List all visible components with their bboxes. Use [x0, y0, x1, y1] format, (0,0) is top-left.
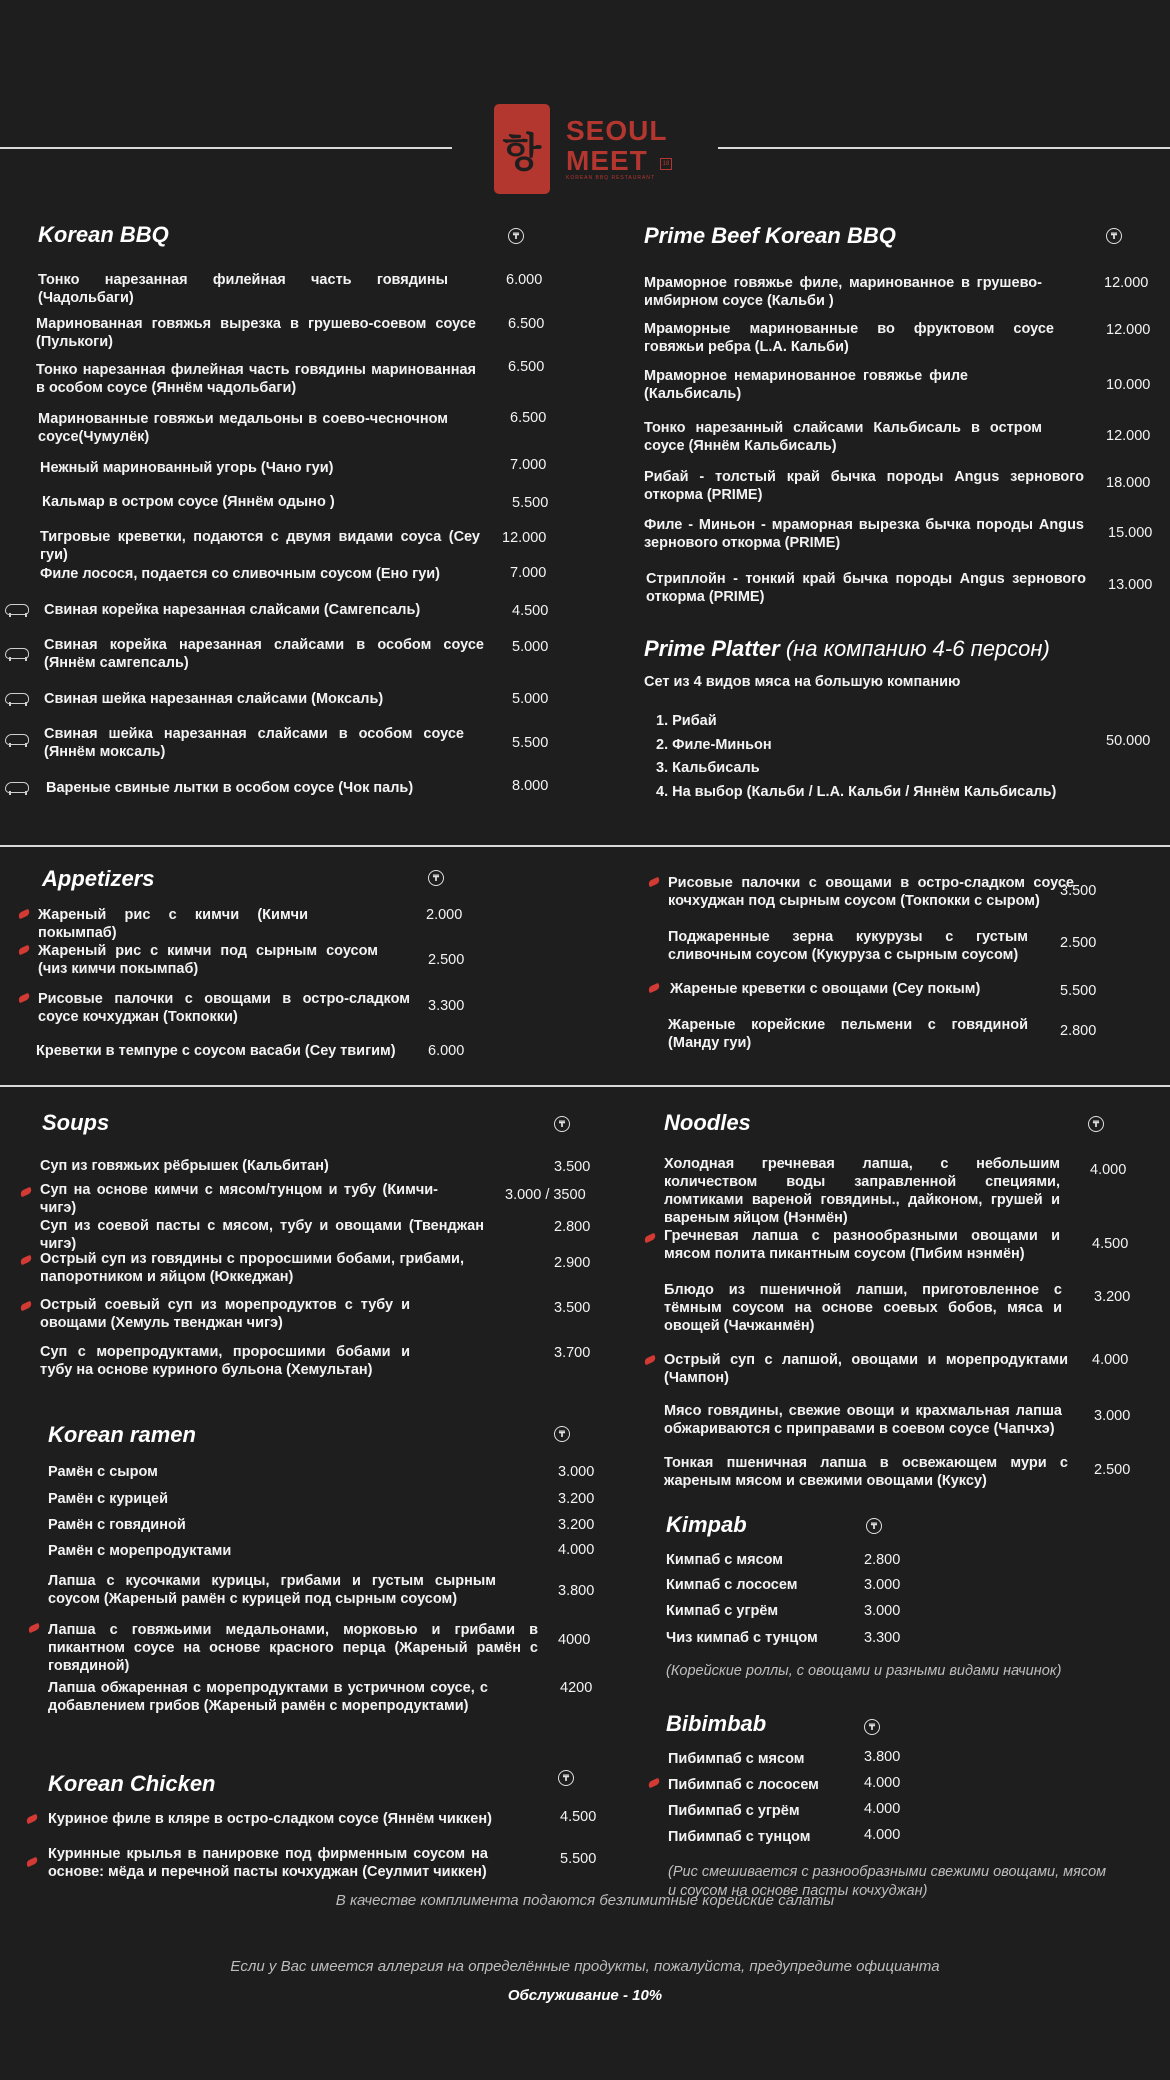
menu-item-price: 6.500	[508, 316, 545, 332]
menu-item-price: 4.000	[864, 1775, 901, 1791]
menu-item-price: 4200	[560, 1680, 593, 1696]
menu-item-price: 3.700	[554, 1345, 591, 1361]
menu-item-price: 5.000	[512, 639, 549, 655]
platter-item: 2. Филе-Миньон	[656, 737, 772, 753]
menu-item-name: Кимпаб с угрём	[666, 1603, 779, 1619]
menu-item-price: 3.300	[864, 1630, 901, 1646]
logo-name	[566, 116, 667, 176]
section-title-korean-bbq: Korean BBQ	[38, 222, 169, 247]
menu-item-price: 3.300	[428, 998, 465, 1014]
section-title-bibimbab: Bibimbab	[666, 1711, 767, 1736]
logo-emblem	[494, 104, 550, 194]
menu-item-price: 10.000	[1106, 377, 1151, 393]
chili-pepper-icon	[18, 946, 32, 954]
menu-item-name: Кальмар в остром соусе (Яннём одыно )	[42, 494, 335, 510]
menu-item-name: Поджаренные зерна кукурузы с густым сливочным соусом (Кукуруза с сырным соусом)	[668, 929, 1028, 963]
menu-item-price: 5.500	[512, 735, 549, 751]
menu-item-price: 2.800	[1060, 1023, 1097, 1039]
menu-item-name: Куриное филе в кляре в остро-сладком соусе (Яннём чиккен)	[48, 1811, 492, 1827]
chili-pepper-icon	[20, 1302, 34, 1310]
chili-pepper-icon	[648, 878, 662, 886]
menu-item-name: Мясо говядины, свежие овощи и крахмальная лапша обжариваются с приправами в соевом соусе (Чапчхэ)	[664, 1403, 1062, 1437]
menu-item-price: 2.000	[426, 907, 463, 923]
section-title-soups: Soups	[42, 1110, 110, 1135]
menu-item-price: 7.000	[510, 565, 547, 581]
menu-item-name: Вареные свиные лытки в особом соусе (Чок паль)	[46, 780, 414, 796]
menu-item-name: Суп из говяжьих рёбрышек (Кальбитан)	[40, 1158, 329, 1174]
chili-pepper-icon	[26, 1815, 40, 1823]
info-icon: ₸	[864, 1719, 880, 1735]
menu-item-price: 2.800	[554, 1219, 591, 1235]
menu-item-name: Свиная шейка нарезанная слайсами в особом соусе (Яннём моксаль)	[44, 726, 464, 760]
menu-item-name: Филе - Миньон - мраморная вырезка бычка породы Angus зернового откорма (PRIME)	[644, 517, 1084, 551]
menu-item-name: Маринованная говяжья вырезка в грушево-соевом соусе (Пулькоги)	[36, 316, 476, 350]
menu-item-name: Рамён с морепродуктами	[48, 1543, 232, 1559]
footer-salads-note: В качестве комплимента подаются безлимитные корейские салаты	[335, 1892, 835, 1909]
platter-item: 1. Рибай	[656, 713, 717, 729]
menu-item-price: 3.800	[558, 1583, 595, 1599]
menu-item-name: Суп на основе кимчи с мясом/тунцом и тубу (Кимчи-чигэ)	[40, 1182, 438, 1216]
menu-item-name: Пибимпаб с лососем	[668, 1777, 819, 1793]
logo-glyph: 항	[502, 128, 542, 176]
menu-item-price: 3.000	[864, 1603, 901, 1619]
menu-item-name: Блюдо из пшеничной лапши, приготовленное с тёмным соусом на основе соевых бобов, мяса и овощей (Чачжанмён)	[664, 1282, 1062, 1334]
menu-item-price: 6.500	[510, 410, 547, 426]
section-divider	[0, 845, 1170, 847]
menu-item-name: Пибимпаб с тунцом	[668, 1829, 811, 1845]
info-icon: ₸	[866, 1518, 882, 1534]
menu-item-name: Гречневая лапша с разнообразными овощами и мясом полита пикантным соусом (Пибим нэнмён)	[664, 1228, 1060, 1262]
menu-item-price: 4.500	[560, 1809, 597, 1825]
menu-item-name: Куринные крылья в панировке под фирменным соусом на основе: мёда и перечной пасты кочхуджан (Сеулмит чиккен)	[48, 1846, 488, 1880]
info-icon: ₸	[554, 1116, 570, 1132]
menu-item-name: Рамён с курицей	[48, 1491, 169, 1507]
chili-pepper-icon	[20, 1256, 34, 1264]
menu-item-name: Стриплойн - тонкий край бычка породы Angus зернового откорма (PRIME)	[646, 571, 1086, 605]
chili-pepper-icon	[20, 1188, 34, 1196]
menu-item-price: 4.000	[1090, 1162, 1127, 1178]
menu-item-name: Рамён с сыром	[48, 1464, 158, 1480]
menu-item-price: 13.000	[1108, 577, 1153, 593]
menu-item-price: 12.000	[1106, 428, 1151, 444]
menu-item-name: Чиз кимпаб с тунцом	[666, 1630, 818, 1646]
info-icon: ₸	[508, 228, 524, 244]
chili-pepper-icon	[644, 1356, 658, 1364]
menu-item-price: 3.000	[864, 1577, 901, 1593]
chili-pepper-icon	[28, 1624, 42, 1632]
section-title-appetizers: Appetizers	[42, 866, 155, 891]
menu-item-name: Креветки в темпуре с соусом васаби (Сеу твигим)	[36, 1043, 396, 1059]
menu-item-name: Суп из соевой пасты с мясом, тубу и овощами (Твенджан чигэ)	[40, 1218, 484, 1252]
menu-item-price: 18.000	[1106, 475, 1151, 491]
info-icon: ₸	[428, 870, 444, 886]
menu-item-price: 3.500	[554, 1159, 591, 1175]
chili-pepper-icon	[18, 910, 32, 918]
menu-item-price: 2.500	[428, 952, 465, 968]
menu-item-price: 12.000	[1104, 275, 1149, 291]
menu-item-price: 2.500	[1094, 1462, 1131, 1478]
kimpab-note: (Корейские роллы, с овощами и разными видами начинок)	[666, 1663, 1062, 1679]
menu-item-name: Лапша обжаренная с морепродуктами в устричном соусе, с добавлением грибов (Жареный рамён с морепродуктами)	[48, 1680, 488, 1714]
pig-icon	[2, 779, 32, 795]
menu-item-name: Кимпаб с лососем	[666, 1577, 798, 1593]
menu-item-name: Свиная корейка нарезанная слайсами (Самгепсаль)	[44, 602, 421, 618]
platter-description: Сет из 4 видов мяса на большую компанию	[644, 674, 961, 690]
menu-item-price: 4.500	[512, 603, 549, 619]
menu-item-name: Острый соевый суп из морепродуктов с тубу и овощами (Хемуль твенджан чигэ)	[40, 1297, 410, 1331]
menu-item-price: 2.900	[554, 1255, 591, 1271]
menu-item-price: 3.500	[554, 1300, 591, 1316]
info-icon: ₸	[554, 1426, 570, 1442]
bibimbab-note: (Рис смешивается с разнообразными свежими овощами, мясом и соусом на основе пасты кочхуджан)	[668, 1864, 1107, 1899]
menu-item-name: Суп с морепродуктами, проросшими бобами и тубу на основе куриного бульона (Хемультан)	[40, 1344, 410, 1378]
pig-icon	[2, 731, 32, 747]
menu-item-price: 5.500	[1060, 983, 1097, 999]
section-title-korean-chicken: Korean Chicken	[48, 1771, 216, 1796]
menu-item-price: 4.500	[1092, 1236, 1129, 1252]
menu-item-name: Мраморные маринованные во фруктовом соусе говяжьи ребра (L.A. Кальби)	[644, 321, 1054, 355]
platter-item: 4. На выбор (Кальби / L.A. Кальби / Яннём Кальбисаль)	[656, 784, 1057, 800]
section-title-korean-ramen: Korean ramen	[48, 1422, 196, 1447]
menu-item-name: Рисовые палочки с овощами в остро-сладком соусе кочхуджан (Токпокки)	[38, 991, 410, 1025]
menu-item-price: 5.500	[560, 1851, 597, 1867]
menu-item-price: 15.000	[1108, 525, 1153, 541]
menu-item-name: Тигровые креветки, подаются с двумя видами соуса (Сеу гуи)	[40, 529, 480, 563]
menu-item-price: 2.800	[864, 1552, 901, 1568]
menu-item-name: Холодная гречневая лапша, с небольшим количеством воды заправленной специями, ломтиками вареной говядины., дайконом, грушей и вареным яйцом (Нэнмён)	[664, 1156, 1060, 1226]
menu-item-name: Мраморное говяжье филе, маринованное в грушево-имбирном соусе (Кальби )	[644, 275, 1042, 309]
footer-allergy-note: Если у Вас имеется аллергия на определённые продукты, пожалуйста, предупредите официанта	[230, 1958, 940, 1975]
logo-tagline: KOREAN BBQ RESTAURANT	[566, 175, 655, 181]
menu-item-price: 3.200	[558, 1517, 595, 1533]
menu-item-name: Лапша с говяжьими медальонами, морковью и грибами в пикантном соусе на основе красного перца (Жареный рамён с говядиной)	[48, 1622, 538, 1674]
menu-item-price: 12.000	[1106, 322, 1151, 338]
menu-item-name: Тонко нарезанная филейная часть говядины (Чадольбаги)	[38, 272, 448, 306]
logo-name-line2: MEET	[566, 145, 648, 176]
menu-item-price: 3.000	[1094, 1408, 1131, 1424]
menu-item-name: Нежный маринованный угорь (Чано гуи)	[40, 460, 334, 476]
menu-item-name: Филе лосося, подается со сливочным соусом (Ено гуи)	[40, 566, 441, 582]
menu-item-name: Пибимпаб с мясом	[668, 1751, 805, 1767]
menu-item-name: Жареный рис с кимчи под сырным соусом (чиз кимчи покымпаб)	[38, 943, 378, 977]
menu-item-name: Тонко нарезанный слайсами Кальбисаль в остром соусе (Яннём Кальбисаль)	[644, 420, 1042, 454]
menu-item-name: Острый суп с лапшой, овощами и морепродуктами (Чампон)	[664, 1352, 1068, 1386]
pig-icon	[2, 645, 32, 661]
menu-item-price: 7.000	[510, 457, 547, 473]
menu-item-price: 3.200	[1094, 1289, 1131, 1305]
menu-item-price: 6.000	[506, 272, 543, 288]
menu-item-name: Жареные креветки с овощами (Сеу покым)	[670, 981, 981, 997]
menu-item-price: 4.000	[864, 1801, 901, 1817]
menu-item-name: Рибай - толстый край бычка породы Angus зернового откорма (PRIME)	[644, 469, 1084, 503]
menu-item-name: Пибимпаб с угрём	[668, 1803, 800, 1819]
platter-price: 50.000	[1106, 733, 1151, 749]
info-icon: ₸	[558, 1770, 574, 1786]
chili-pepper-icon	[26, 1858, 40, 1866]
chili-pepper-icon	[18, 994, 32, 1002]
menu-item-price: 3.000 / 3500	[505, 1187, 586, 1203]
header-divider-right	[718, 147, 1170, 149]
info-icon: ₸	[1106, 228, 1122, 244]
menu-item-price: 4.000	[864, 1827, 901, 1843]
menu-item-price: 4.000	[558, 1542, 595, 1558]
platter-subtitle: (на компанию 4-6 персон)	[785, 636, 1050, 661]
menu-item-name: Свиная шейка нарезанная слайсами (Моксаль)	[44, 691, 384, 707]
menu-item-price: 5.000	[512, 691, 549, 707]
section-divider	[0, 1085, 1170, 1087]
section-title-kimpab: Kimpab	[666, 1512, 747, 1537]
pig-icon	[2, 601, 32, 617]
menu-item-price: 2.500	[1060, 935, 1097, 951]
menu-item-name: Рамён с говядиной	[48, 1517, 186, 1533]
chili-pepper-icon	[648, 1779, 662, 1787]
platter-title: Prime Platter	[644, 636, 780, 661]
menu-item-price: 12.000	[502, 530, 547, 546]
chili-pepper-icon	[644, 1234, 658, 1242]
info-icon: ₸	[1088, 1116, 1104, 1132]
menu-item-price: 4.000	[1092, 1352, 1129, 1368]
header-divider-left	[0, 147, 452, 149]
menu-item-name: Жареные корейские пельмени с говядиной (Манду гуи)	[668, 1017, 1028, 1051]
platter-item: 3. Кальбисаль	[656, 760, 760, 776]
menu-item-name: Жареный рис с кимчи (Кимчи покымпаб)	[38, 907, 308, 941]
menu-item-name: Рисовые палочки с овощами в остро-сладком соусе кочхуджан под сырным соусом (Токпокки с сыром)	[668, 875, 1074, 909]
chili-pepper-icon	[648, 984, 662, 992]
menu-item-name: Маринованные говяжьи медальоны в соево-чесночном соусе(Чумулёк)	[38, 411, 448, 445]
logo-badge: 18	[660, 158, 672, 170]
menu-item-price: 3.500	[1060, 883, 1097, 899]
menu-item-price: 5.500	[512, 495, 549, 511]
menu-item-name: Острый суп из говядины с проросшими бобами, грибами, папоротником и яйцом (Юккеджан)	[40, 1251, 464, 1285]
footer-service-charge: Обслуживание - 10%	[507, 1987, 663, 2004]
menu-item-price: 3.000	[558, 1464, 595, 1480]
section-title-prime-beef: Prime Beef Korean BBQ	[644, 223, 896, 248]
logo-name-line1: SEOUL	[566, 115, 668, 146]
menu-item-name: Тонко нарезанная филейная часть говядины маринованная в особом соусе (Яннём чадольбаги)	[36, 362, 476, 396]
menu-item-price: 6.500	[508, 359, 545, 375]
menu-item-name: Мраморное немаринованное говяжье филе (Кальбисаль)	[644, 368, 968, 402]
menu-item-price: 8.000	[512, 778, 549, 794]
menu-item-name: Тонкая пшеничная лапша в освежающем мури с жареным мясом и свежими овощами (Куксу)	[664, 1455, 1068, 1489]
section-title-noodles: Noodles	[664, 1110, 751, 1135]
menu-item-price: 3.800	[864, 1749, 901, 1765]
menu-item-name: Лапша с кусочками курицы, грибами и густым сырным соусом (Жареный рамён с курицей под сырным соусом)	[48, 1573, 496, 1607]
menu-item-price: 3.200	[558, 1491, 595, 1507]
section-title-prime-platter	[644, 636, 1050, 662]
menu-item-price: 4000	[558, 1632, 591, 1648]
menu-item-name: Кимпаб с мясом	[666, 1552, 784, 1568]
pig-icon	[2, 690, 32, 706]
menu-item-name: Свиная корейка нарезанная слайсами в особом соусе (Яннём самгепсаль)	[44, 637, 484, 671]
menu-item-price: 6.000	[428, 1043, 465, 1059]
